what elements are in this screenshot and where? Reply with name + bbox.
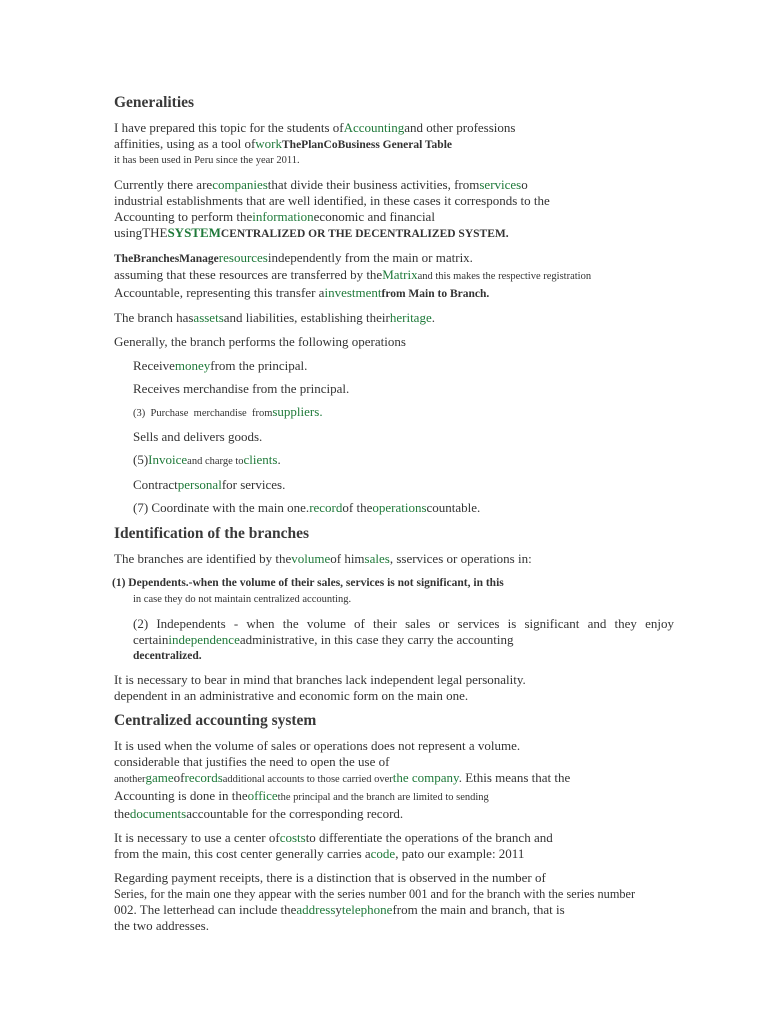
link-records[interactable]: records xyxy=(184,770,223,785)
text-line: It is necessary to use a center ofcoststo differentiate the operations of the branch and xyxy=(114,830,553,845)
link-costs[interactable]: costs xyxy=(279,830,306,845)
link-services[interactable]: services xyxy=(479,177,522,192)
link-heritage[interactable]: heritage xyxy=(389,310,432,325)
text-line: industrial establishments that are well identified, in these cases it corresponds to the xyxy=(114,193,550,208)
paragraph-companies xyxy=(114,177,674,242)
text-line: anothergameofrecordsadditional accounts to those carried overthe company. Ethis means that the xyxy=(114,770,571,785)
link-documents[interactable]: documents xyxy=(129,806,187,821)
link-record[interactable]: record xyxy=(309,500,343,515)
text-line: Accounting is done in theofficethe principal and the branch are limited to sending xyxy=(114,788,489,803)
link-clients[interactable]: clients xyxy=(243,452,278,467)
link-system[interactable]: SYSTEM xyxy=(167,225,221,240)
link-personal[interactable]: personal xyxy=(177,477,222,492)
link-resources[interactable]: resources xyxy=(218,250,268,265)
text-line: Accountable, representing this transfer ainvestmentfrom Main to Branch. xyxy=(114,285,490,300)
text-line: considerable that justifies the need to open the use of xyxy=(114,754,390,769)
text-line: Currently there arecompaniesthat divide their business activities, fromserviceso xyxy=(114,177,528,192)
link-invoice[interactable]: Invoice xyxy=(148,452,188,467)
text-line: thedocumentsaccountable for the corresponding record. xyxy=(114,806,404,821)
link-office[interactable]: office xyxy=(247,788,278,803)
text-line: I have prepared this topic for the students ofAccountingand other professions xyxy=(114,120,516,135)
list-item-independents: (2) Independents - when the volume of their sales or services is significant and they enjoy certainindependenceadministrative, in this case they carry the accounting decentralized. xyxy=(133,616,674,662)
paragraph-legal xyxy=(114,672,674,704)
heading-centralized: Centralized accounting system xyxy=(114,712,317,729)
text-line: assuming that these resources are transferred by theMatrixand this makes the respective registration xyxy=(114,267,592,282)
list-item: Receives merchandise from the principal. xyxy=(133,381,350,396)
operations-list xyxy=(114,358,674,516)
list-item: Contractpersonalfor services. xyxy=(133,477,286,492)
link-accounting[interactable]: Accounting xyxy=(343,120,405,135)
link-matrix[interactable]: Matrix xyxy=(382,267,418,282)
link-operations[interactable]: operations xyxy=(372,500,427,515)
link-information[interactable]: information xyxy=(252,209,314,224)
list-item: (5)Invoiceand charge toclients. xyxy=(133,452,281,467)
paragraph-assets: The branch hasassetsand liabilities, establishing theirheritage. xyxy=(114,310,435,325)
link-assets[interactable]: assets xyxy=(193,310,224,325)
text-line: affinities, using as a tool ofworkThePlanCoBusiness General Table xyxy=(114,136,452,151)
document-page xyxy=(114,92,674,934)
paragraph-receipts xyxy=(114,870,674,934)
link-volume[interactable]: volume xyxy=(291,551,331,566)
text-line: Regarding payment receipts, there is a distinction that is observed in the number of xyxy=(114,870,546,885)
text-line: it has been used in Peru since the year 2011. xyxy=(114,155,300,166)
paragraph-branches xyxy=(114,250,674,302)
list-item: Sells and delivers goods. xyxy=(133,429,263,444)
link-investment[interactable]: investment xyxy=(324,285,382,300)
link-companies[interactable]: companies xyxy=(212,177,268,192)
text-line: 002. The letterhead can include theaddressytelephonefrom the main and branch, that is xyxy=(114,902,565,917)
paragraph-cost-center xyxy=(114,830,674,862)
list-item: (7) Coordinate with the main one.recordof theoperationscountable. xyxy=(133,500,481,515)
link-address[interactable]: address xyxy=(296,902,336,917)
link-the-company[interactable]: the company xyxy=(392,770,459,785)
heading-generalities: Generalities xyxy=(114,94,195,111)
text-line: the two addresses. xyxy=(114,918,209,933)
link-game[interactable]: game xyxy=(145,770,174,785)
link-independence[interactable]: independence xyxy=(168,632,240,647)
text-line: TheBranchesManageresourcesindependently from the main or matrix. xyxy=(114,250,473,265)
link-money[interactable]: money xyxy=(174,358,211,373)
paragraph-identification-intro: The branches are identified by thevolumeof himsales, sservices or operations in: xyxy=(114,551,532,566)
text-line: from the main, this cost center generally carries acode, pato our example: 2011 xyxy=(114,846,525,861)
text-line: Accounting to perform theinformationeconomic and financial xyxy=(114,209,435,224)
text-line: It is necessary to bear in mind that branches lack independent legal personality. xyxy=(114,672,526,687)
link-code[interactable]: code xyxy=(370,846,396,861)
text-line: dependent in an administrative and economic form on the main one. xyxy=(114,688,469,703)
heading-identification: Identification of the branches xyxy=(114,525,310,542)
text-line: Series, for the main one they appear with the series number 001 and for the branch with the series number xyxy=(114,887,636,901)
link-work[interactable]: work xyxy=(255,136,283,151)
paragraph-operations-intro: Generally, the branch performs the following operations xyxy=(114,334,406,349)
list-item-dependents: (1) Dependents.-when the volume of their sales, services is not significant, in this in case they do not maintain centralized accounting. xyxy=(112,577,504,605)
list-item: (3) Purchase merchandise fromsuppliers. xyxy=(133,404,323,419)
text-line: usingTHESYSTEMCENTRALIZED OR THE DECENTRALIZED SYSTEM. xyxy=(114,225,509,240)
paragraph-centralized-use xyxy=(114,738,674,822)
link-suppliers[interactable]: suppliers. xyxy=(272,404,323,419)
paragraph-intro xyxy=(114,120,674,169)
link-sales[interactable]: sales xyxy=(364,551,390,566)
link-telephone[interactable]: telephone xyxy=(341,902,393,917)
list-item: Receivemoneyfrom the principal. xyxy=(133,358,308,373)
text-line: It is used when the volume of sales or operations does not represent a volume. xyxy=(114,738,521,753)
